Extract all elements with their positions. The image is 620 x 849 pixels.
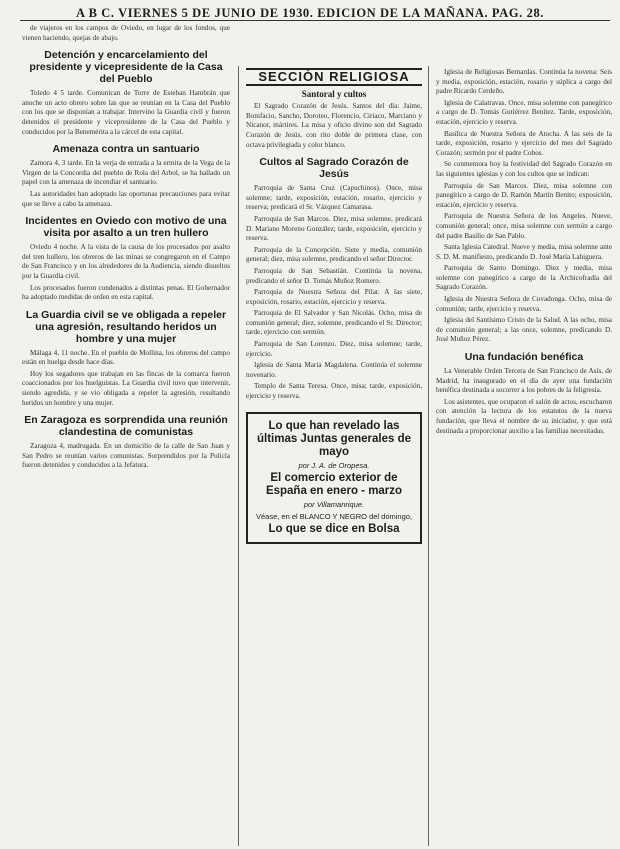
article-paragraph: El Sagrado Corazón de Jesús. Santos del día: Jaime, Bonifacio, Sancho, Doroteo, Florencio, Ciriaco, Marciano y Nicanor, mártires. La misa y oficio divino son del Sagrado Corazón de Jesús, con rito doble de primera clase, con octava privilegiada y color blanco. (246, 102, 422, 149)
article-paragraph: Málaga 4, 11 noche. En el pueblo de Mollina, los obreros del campo están en huelga desde hace días. (22, 348, 230, 367)
article-paragraph: Templo de Santa Teresa. Once, misa; tarde, exposición, ejercicio y reserva. (246, 382, 422, 401)
article-paragraph: Parroquia de Santo Domingo. Diez y media, misa solemne con panegírico a cargo de la Archicofradía del Sagrado Corazón. (436, 264, 612, 292)
article-paragraph: Iglesia de Religiosas Bernardas. Continúa la novena: Seis y media, exposición, estación, rosario y súplica a cargo del padre Ricardo Cerdeño. (436, 68, 612, 96)
article-paragraph: Los procesados fueron condenados a distintas penas. El Gobernador ha adoptado medidas de orden en esta capital. (22, 283, 230, 302)
article-headline: Una fundación benéfica (464, 351, 584, 364)
article-paragraph: Parroquia de Santa Cruz (Capuchinos). Once, misa solemne; tarde, exposición, estación, rosario, ejercicio y reserva; predicará el Sr. Vázquez Camarasa. (246, 184, 422, 212)
article-paragraph: Parroquia de Nuestra Señora del Pilar. A las siete, exposición, rosario, estación, ejercicio y reserva. (246, 288, 422, 306)
article-paragraph: Parroquia de Nuestra Señora de los Angeles. Nueve, comunión general; once, misa solemne con sermón a cargo del padre Basilio de San Pablo. (436, 212, 612, 240)
article-paragraph: Se conmemora hoy la festividad del Sagrado Corazón en las siguientes iglesias y con los cultos que se indican: (436, 160, 612, 178)
article-paragraph: Toledo 4 5 tarde. Comunican de Torre de Esteban Hambrán que anoche un acto obrero sobre las que se reunian en la Casa del Pueblo con los que se disponían a trabajar. Intervino la Guardia civil y fueron detenidos el presidente y vicepresidente de la Casa del Pueblo y conducidos por la Benemérita a la cárcel de esta capital. (22, 89, 230, 136)
column-3 (436, 68, 612, 438)
article-paragraph: Iglesia de Santa María Magdalena. Continúa el solemne novenario. (246, 361, 422, 379)
article-headline: Cultos al Sagrado Corazón de Jesús (259, 156, 409, 181)
ad-headline: Lo que se dice en Bolsa (268, 523, 400, 536)
column-2 (246, 68, 422, 544)
article-headline: En Zaragoza es sorprendida una reunión clandestina de comunistas (24, 414, 228, 439)
article-paragraph: Santa Iglesia Catedral. Nueve y media, misa solemne ante S. D. M. manifiesto, predicando D. José María Lahiguera. (436, 243, 612, 261)
column-divider (238, 66, 239, 846)
article-paragraph: Oviedo 4 noche. A la vista de la causa de los procesados por asalto del tren hullero, los obreros de las minas se congregaron en el Campo de San Francisco y en los alrededores de la Audiencia, siendo disueltos por la Guardia civil. (22, 243, 230, 280)
article-headline: La Guardia civil se ve obligada a repeler una agresión, resultando heridos un hombre y una mujer (25, 308, 227, 345)
article-paragraph: Iglesia del Santísimo Cristo de la Salud. A las ocho, misa de comunión general; a las once, solemne, predicando D. José Muñoz Pérez. (436, 316, 612, 344)
subsection-title: Santoral y cultos (301, 88, 367, 99)
ad-note: Véase, en el BLANCO Y NEGRO del domingo, (255, 511, 413, 521)
ad-byline: por J. A. de Oropesa. (298, 460, 370, 470)
section-title: SECCIÓN RELIGIOSA (246, 68, 422, 86)
column-divider (428, 66, 429, 846)
article-paragraph: Iglesia de Calatravas. Once, misa solemne con panegírico a cargo de D. Tomás Gutiérrez Benítez. Tarde, exposición, estación, ejercicio y reserva. (436, 98, 612, 126)
article-paragraph: Los asistentes, que ocuparon el salón de actos, escucharon con atención la lectura de los estatutos de la nueva fundación, que lleva el nombre de su iniciador, y que está destinada a proporcionar auxilio a las familias necesitadas. (436, 397, 612, 435)
intro-paragraph: de viajeros en los campos de Oviedo, en lugar de los fondos, que vienen haciendo, quejas de abajo. (22, 24, 230, 42)
article-paragraph: Zamora 4, 3 tarde. En la verja de entrada a la ermita de la Vega de la Virgen de la Concordia del pueblo de Rola del Arbol, se ha hallado un papel con la amenaza de incendiar el santuario. (22, 159, 230, 187)
ad-byline: por Villamanrique. (303, 500, 365, 510)
article-paragraph: Parroquia de San Sebastián. Continúa la novena, predicando el señor D. Tomás Muñoz Romero. (246, 266, 422, 285)
article-paragraph: Hoy los segadores que trabajan en las fincas de la comarca fueron coaccionados por los huelguistas. La Guardia civil tuvo que intervenir, siendo agredida, y se vio obligada a repeler la agresión, resultando heridos un hombre y una mujer. (22, 369, 230, 407)
article-paragraph: Parroquia de San Lorenzo. Diez, misa solemne; tarde, ejercicio. (246, 340, 422, 358)
article-paragraph: La Venerable Orden Tercera de San Francisco de Asís, de Madrid, ha inaugurado en el día de ayer una fundación benéfica destinada a socorrer a los pobres de la feligresía. (436, 367, 612, 395)
article-paragraph: Parroquia de El Salvador y San Nicolás. Ocho, misa de comunión general; diez, solemne, predicando el Sr. Director; tarde, ejercicio con sermón. (246, 309, 422, 337)
article-paragraph: Parroquia de San Marcos. Diez, misa solemne, predicará D. Mariano Moreno González; tarde, exposición, ejercicio y reserva. (246, 214, 422, 243)
header-rule (20, 20, 610, 21)
ad-headline: El comercio exterior de España en enero - marzo (265, 472, 403, 498)
article-paragraph: Zaragoza 4, madrugada. En un domicilio de la calle de San Juan y San Pedro se reunían varios comunistas. Sorprendidos por la Policía fueron detenidos y conducidos a la Jefatura. (22, 442, 230, 470)
article-paragraph: Basílica de Nuestra Señora de Atocha. A las seis de la tarde, exposición, rosario y ejercicio del mes del Sagrado Corazón; sermón por el padre Cobos. (436, 129, 612, 157)
article-paragraph: Parroquia de la Concepción. Siete y media, comunión general; diez, misa solemne, predicando el señor Director. (246, 245, 422, 264)
article-paragraph: Las autoridades han adoptado las oportunas precauciones para evitar que se lleve a cabo la amenaza. (22, 189, 230, 208)
article-paragraph: Iglesia de Nuestra Señora de Covadonga. Ocho, misa de comunión; tarde, ejercicio y reserva. (436, 295, 612, 313)
article-headline: Incidentes en Oviedo con motivo de una visita por asalto a un tren hullero (25, 215, 227, 240)
article-headline: Detención y encarcelamiento del presidente y vicepresidente de la Casa del Pueblo (29, 49, 223, 86)
article-headline: Amenaza contra un santuario (52, 143, 200, 156)
column-1 (22, 24, 230, 473)
advertisement-box (246, 412, 422, 545)
page-header: A B C. VIERNES 5 DE JUNIO DE 1930. EDICION DE LA MAÑANA. PAG. 28. (75, 6, 545, 20)
article-paragraph: Parroquia de San Marcos. Diez, misa solemne con panegírico a cargo de D. Ramón Martín Benito; exposición, estación, ejercicio y reserva. (436, 181, 612, 209)
ad-headline: Lo que han revelado las últimas Juntas generales de mayo (256, 419, 412, 458)
